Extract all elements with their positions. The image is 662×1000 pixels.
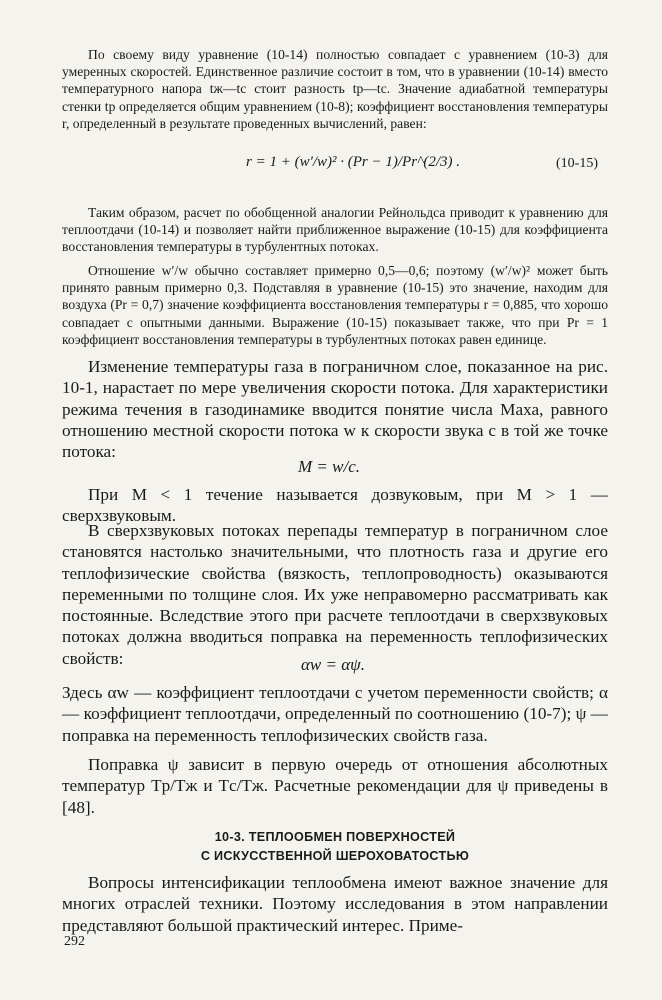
paragraph-notation: Здесь αw — коэффициент теплоотдачи с учетом переменности свойств; α — коэффициент теплоотдачи, определенный по соотношению (10-7); ψ — поправка на переменность теплофизических свойств газа. (62, 683, 608, 745)
equation-recovery-coefficient: r = 1 + (w′/w)² · (Pr − 1)/Pr^(2/3) . (246, 154, 461, 170)
paragraph-intensification: Вопросы интенсификации теплообмена имеют важное значение для многих отраслей техники. Поэтому исследования в этом направлении представляют большой практический интерес. Приме- (62, 873, 608, 935)
equation-number: (10-15) (556, 156, 598, 171)
page-number: 292 (64, 934, 85, 949)
equation-mach: M = w/c. (298, 457, 360, 476)
paragraph-reynolds-analogy: Таким образом, расчет по обобщенной аналогии Рейнольдса приводит к уравнению для теплоотдачи (10-14) и позволяет найти приближенное выражение (10-15) для коэффициента восстановления температуры в турбулентных потоках. (62, 205, 608, 255)
paragraph-correction-factor: Поправка ψ зависит в первую очередь от отношения абсолютных температур Tр/Tж и Tс/Tж. Расчетные рекомендации для ψ приведены в [48]. (62, 755, 608, 817)
section-heading-line: С ИСКУССТВЕННОЙ ШЕРОХОВАТОСТЬЮ (200, 849, 470, 863)
section-heading-line: 10-3. ТЕПЛООБМЕН ПОВЕРХНОСТЕЙ (214, 830, 456, 844)
equation-correction: αw = αψ. (301, 655, 365, 674)
paragraph-supersonic-flows: В сверхзвуковых потоках перепады температур в пограничном слое становятся настолько значительными, что плотность газа и другие его теплофизические свойства (вязкость, теплопроводность) оказываются переменными по толщине слоя. Их уже неправомерно рассматривать как постоянные. Вследствие этого при расчете теплоотдачи в сверхзвуковых потоках должна вводиться поправка на переменность теплофизических свойств: (62, 521, 608, 668)
paragraph-equation-comparison: По своему виду уравнение (10-14) полностью совпадает с уравнением (10-3) для умеренных скоростей. Единственное различие состоит в том, что в уравнении (10-14) вместо температурного напора tж—tс стоит разность tр—tс. Значение адиабатной температуры стенки tр определяется общим уравнением (10-8); коэффициент восстановления температуры r, определенный в результате проведенных вычислений, равен: (62, 47, 608, 131)
paragraph-velocity-ratio: Отношение w′/w обычно составляет примерно 0,5—0,6; поэтому (w′/w)² может быть принято равным примерно 0,3. Подставляя в уравнение (10-15) это значение, находим для воздуха (Pr = 0,7) значение коэффициента восстановления температуры r = 0,885, что хорошо совпадает с опытными данными. Выражение (10-15) показывает также, что при Pr = 1 коэффициент восстановления температуры в турбулентных потоках равен единице. (62, 263, 608, 347)
paragraph-subsonic-supersonic: При M < 1 течение называется дозвуковым, при M > 1 — сверхзвуковым. (62, 485, 608, 526)
paragraph-mach-number: Изменение температуры газа в пограничном слое, показанное на рис. 10-1, нарастает по мере увеличения скорости потока. Для характеристики режима течения в газодинамике вводится понятие числа Маха, равного отношению местной скорости потока w к скорости звука c в той же точке потока: (62, 357, 608, 462)
section-heading (62, 828, 608, 866)
